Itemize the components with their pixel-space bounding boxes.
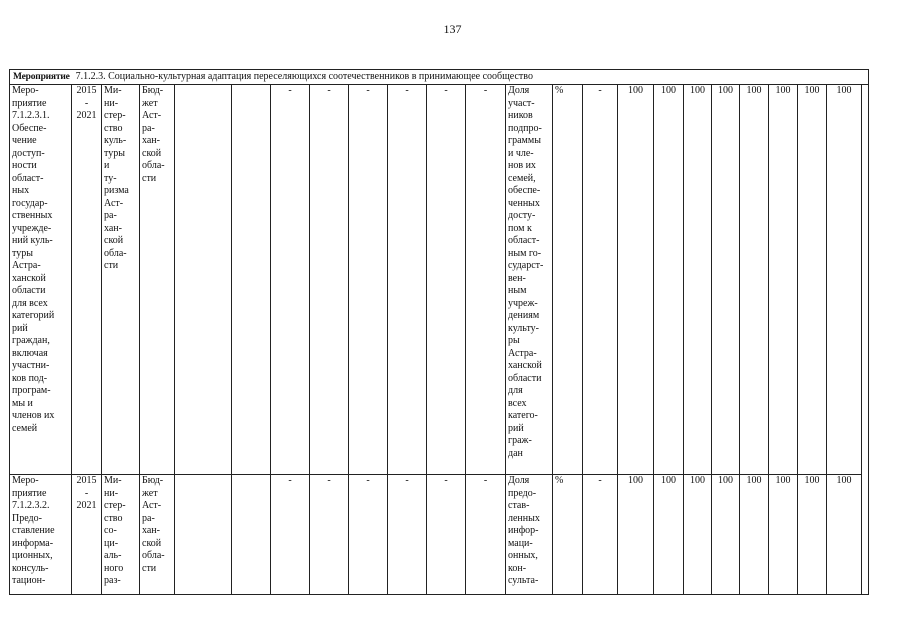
indicator-line: семей, [508, 172, 536, 184]
indicator-line: граж- [508, 435, 532, 446]
executor-line: туры [104, 147, 125, 159]
executor-line: сти [104, 260, 119, 271]
executor-line: куль- [104, 135, 127, 146]
funding-value-cell: - [466, 475, 506, 596]
activity-line: Астра- [12, 260, 41, 271]
indicator-value-cell: 100 [654, 85, 684, 475]
indicator-value-cell: 100 [798, 475, 827, 596]
indicator-line: ным го- [508, 247, 542, 259]
indicator-value-cell: 100 [740, 85, 769, 475]
indicator-line: ханской [508, 360, 542, 371]
activity-line: консуль- [12, 562, 49, 574]
indicator-line: онных, [508, 550, 538, 561]
executor-line: ство [104, 122, 123, 134]
indicator-line: и чле- [508, 147, 534, 159]
activity-line: категорий [12, 310, 55, 321]
executor-line: ни- [104, 97, 119, 109]
indicator-line: дан [508, 447, 523, 459]
executor-line: раз- [104, 575, 121, 586]
indicator-line: предо- [508, 487, 537, 499]
executor-line: Аст- [104, 197, 124, 209]
funding-value-cell: - [427, 85, 466, 475]
indicator-value-cell: 100 [769, 85, 798, 475]
activity-line: 7.1.2.3.1. [12, 110, 50, 121]
indicator-line: Астра- [508, 347, 537, 359]
source-line: ра- [142, 512, 155, 524]
activity-line: ности [12, 160, 37, 171]
source-line: Бюд- [142, 475, 164, 486]
executor-line: ство [104, 512, 123, 524]
base-value-cell: - [583, 85, 618, 475]
source-line: жет [142, 97, 158, 109]
source-line: сти [142, 172, 157, 184]
unit-cell: % [553, 85, 583, 475]
executor-line: ного [104, 562, 124, 574]
executor-line: со- [104, 525, 117, 536]
indicator-line: подпро- [508, 122, 542, 134]
indicator-cell [506, 475, 553, 596]
page-number: 137 [443, 22, 462, 36]
indicator-line: сульта- [508, 575, 539, 586]
activity-line: приятие [12, 487, 47, 499]
indicator-line: ленных [508, 512, 540, 524]
funding-value-cell: - [349, 85, 388, 475]
activity-line: области [12, 285, 46, 296]
activity-line: ков под- [12, 372, 48, 384]
base-value-cell: - [583, 475, 618, 596]
activity-line: участни- [12, 360, 50, 371]
program-table [9, 69, 869, 595]
indicator-value-cell: 100 [684, 85, 712, 475]
table-row [10, 85, 862, 475]
empty-cell [232, 475, 271, 596]
indicator-value-cell: 100 [769, 475, 798, 596]
indicator-value-cell: 100 [712, 85, 740, 475]
period-line: - [84, 97, 89, 109]
indicator-line: дениям [508, 310, 540, 321]
activity-line: приятие [12, 97, 47, 109]
executor-line: и [104, 160, 110, 171]
section-prefix: Мероприятие [13, 72, 70, 82]
indicator-line: сударст- [508, 260, 544, 271]
funding-value-cell: - [310, 85, 349, 475]
activity-line: Предо- [12, 512, 42, 524]
activity-line: тацион- [12, 575, 46, 586]
indicator-value-cell: 100 [618, 475, 654, 596]
indicator-line: Доля [508, 85, 530, 96]
source-line: Бюд- [142, 85, 164, 96]
indicator-line: рий [508, 422, 524, 434]
indicator-line: вен- [508, 272, 526, 284]
activity-line: учрежде- [12, 222, 52, 234]
indicator-value-cell: 100 [827, 85, 862, 475]
source-line: хан- [142, 135, 160, 146]
executor-line: ской [104, 235, 124, 246]
source-line: обла- [142, 160, 165, 171]
indicator-line: ников [508, 110, 533, 121]
activity-line: област- [12, 172, 44, 184]
section-heading [10, 70, 868, 85]
executor-line: Ми- [104, 475, 122, 486]
funding-source-cell [140, 85, 175, 475]
activity-line: граждан, [12, 335, 50, 346]
funding-value-cell: - [310, 475, 349, 596]
source-line: Аст- [142, 500, 162, 511]
table-row [10, 475, 862, 596]
period-cell [72, 85, 102, 475]
indicator-value-cell: 100 [827, 475, 862, 596]
activity-line: ний куль- [12, 235, 53, 246]
funding-value-cell: - [271, 85, 310, 475]
activity-line: для всех [12, 297, 48, 309]
activity-line: Обеспе- [12, 122, 47, 134]
empty-cell [175, 85, 232, 475]
source-line: Аст- [142, 110, 162, 121]
indicator-line: граммы [508, 135, 541, 146]
source-line: обла- [142, 550, 165, 561]
executor-line: стер- [104, 500, 126, 511]
source-line: ской [142, 147, 162, 159]
activity-line: туры [12, 247, 33, 259]
indicator-line: катего- [508, 410, 538, 421]
source-line: хан- [142, 525, 160, 536]
activity-line: 7.1.2.3.2. [12, 500, 50, 511]
indicator-line: культу- [508, 322, 540, 334]
executor-cell [102, 85, 140, 475]
indicator-line: учреж- [508, 297, 538, 309]
activity-line: Меро- [12, 475, 39, 486]
indicator-value-cell: 100 [712, 475, 740, 596]
indicator-line: пом к [508, 222, 532, 234]
funding-value-cell: - [466, 85, 506, 475]
indicator-line: всех [508, 397, 527, 409]
indicator-line: участ- [508, 97, 535, 109]
empty-cell [232, 85, 271, 475]
indicator-line: нов их [508, 160, 536, 171]
indicator-line: обеспе- [508, 185, 541, 196]
indicator-value-cell: 100 [654, 475, 684, 596]
indicator-value-cell: 100 [798, 85, 827, 475]
source-line: ра- [142, 122, 155, 134]
source-line: жет [142, 487, 158, 499]
indicator-line: инфор- [508, 525, 539, 536]
funding-value-cell: - [388, 85, 427, 475]
activity-line: ционных, [12, 550, 53, 561]
indicator-line: досту- [508, 210, 536, 221]
activity-line: програм- [12, 385, 51, 396]
indicator-line: ным [508, 285, 527, 296]
period-line: 2015 [76, 475, 97, 486]
indicator-line: ры [508, 335, 520, 346]
empty-cell [175, 475, 232, 596]
executor-line: ра- [104, 210, 117, 221]
section-title: 7.1.2.3. Социально-культурная адаптация переселяющихся соотечественников в принимающее сообщество [75, 71, 533, 82]
indicator-line: Доля [508, 475, 530, 486]
activity-line: семей [12, 422, 38, 434]
activity-line: рий [12, 322, 28, 334]
executor-line: ни- [104, 487, 119, 499]
indicator-line: кон- [508, 562, 527, 574]
executor-line: ци- [104, 537, 119, 549]
unit-cell: % [553, 475, 583, 596]
activity-line: информа- [12, 537, 54, 549]
indicator-line: области [508, 372, 542, 384]
indicator-value-cell: 100 [740, 475, 769, 596]
indicator-line: став- [508, 500, 530, 511]
funding-value-cell: - [271, 475, 310, 596]
funding-value-cell: - [349, 475, 388, 596]
activity-line: Меро- [12, 85, 39, 96]
activity-line: мы и [12, 397, 33, 409]
activity-line: включая [12, 347, 48, 359]
period-line: 2021 [76, 500, 97, 511]
executor-line: ризма [104, 185, 129, 196]
period-line: 2015 [76, 85, 97, 96]
indicator-value-cell: 100 [618, 85, 654, 475]
indicator-line: для [508, 385, 523, 396]
activities-grid [9, 84, 862, 595]
indicator-line: маци- [508, 537, 533, 549]
executor-line: Ми- [104, 85, 122, 96]
executor-line: ту- [104, 172, 117, 184]
activity-line: ных [12, 185, 30, 196]
indicator-line: област- [508, 235, 540, 246]
activity-cell [10, 475, 72, 596]
activity-line: ственных [12, 210, 53, 221]
executor-line: аль- [104, 550, 122, 561]
indicator-value-cell: 100 [684, 475, 712, 596]
funding-source-cell [140, 475, 175, 596]
activity-line: членов их [12, 410, 55, 421]
executor-line: хан- [104, 222, 122, 234]
source-line: ской [142, 537, 162, 549]
activity-line: ханской [12, 272, 46, 284]
funding-value-cell: - [427, 475, 466, 596]
activity-line: ставление [12, 525, 55, 536]
funding-value-cell: - [388, 475, 427, 596]
activity-line: доступ- [12, 147, 45, 159]
activity-line: чение [12, 135, 37, 146]
indicator-cell [506, 85, 553, 475]
source-line: сти [142, 562, 157, 574]
indicator-line: ченных [508, 197, 540, 209]
period-line: 2021 [76, 110, 97, 121]
activity-cell [10, 85, 72, 475]
period-cell [72, 475, 102, 596]
executor-line: обла- [104, 247, 127, 259]
executor-cell [102, 475, 140, 596]
period-line: - [84, 487, 89, 499]
activity-line: государ- [12, 197, 48, 209]
executor-line: стер- [104, 110, 126, 121]
